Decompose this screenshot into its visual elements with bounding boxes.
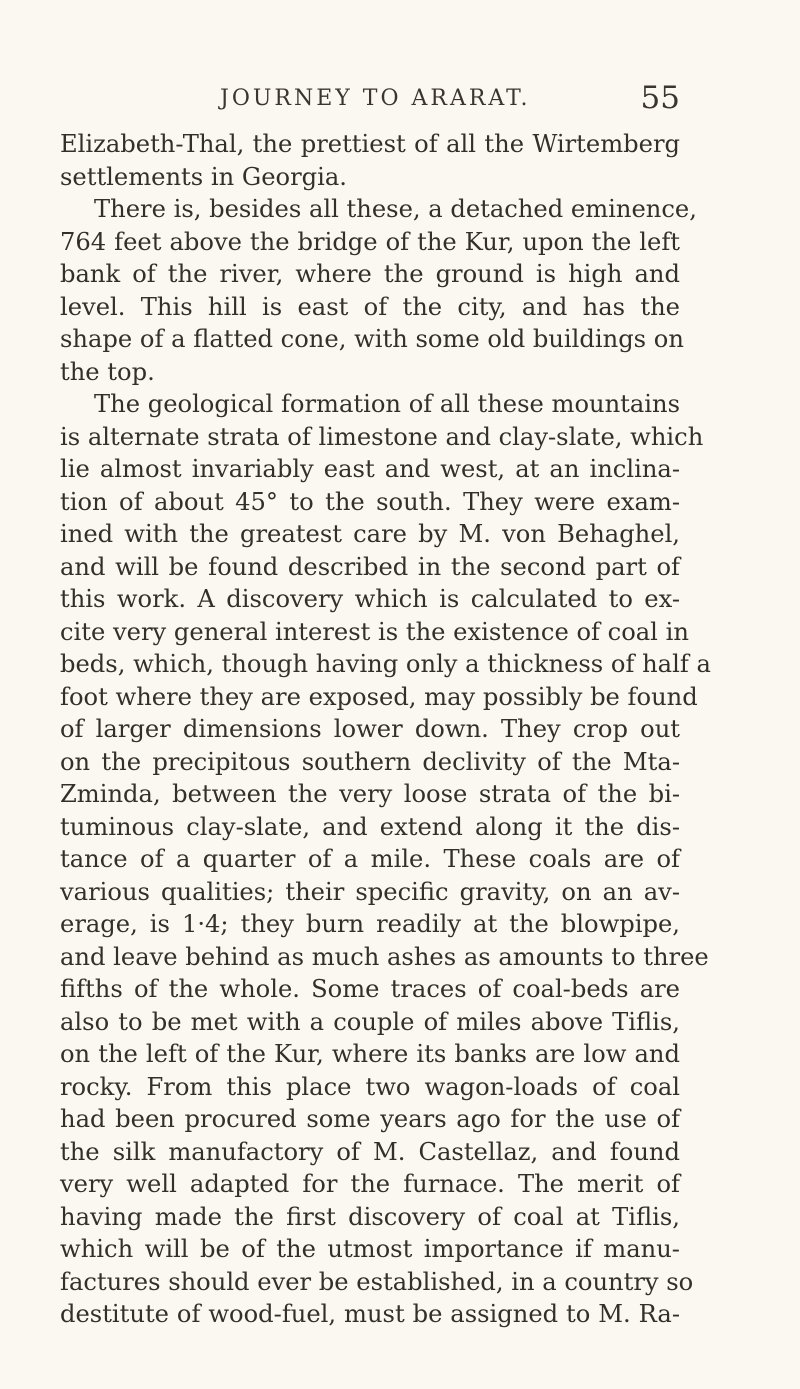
text-line: Zminda, between the very loose strata of the bi- — [60, 780, 680, 808]
text-line: tance of a quarter of a mile. These coals are of — [60, 845, 680, 873]
page-number: 55 — [640, 80, 680, 116]
text-line: 764 feet above the bridge of the Kur, upon the left — [60, 227, 680, 256]
text-line: the silk manufactory of M. Castellaz, and found — [60, 1137, 680, 1166]
text-line: having made the first discovery of coal at Tiflis, — [60, 1202, 680, 1231]
text-line: also to be met with a couple of miles above Tiflis, — [60, 1007, 680, 1036]
text-line: tuminous clay-slate, and extend along it the dis- — [60, 812, 680, 841]
text-line: tion of about 45° to the south. They were exam- — [60, 487, 680, 516]
text-line: and leave behind as much ashes as amounts to three — [60, 942, 709, 971]
text-line: destitute of wood-fuel, must be assigned to M. Ra- — [60, 1300, 680, 1328]
text-line: bank of the river, where the ground is high and — [60, 260, 680, 288]
text-line: settlements in Georgia. — [60, 162, 347, 191]
running-head — [60, 80, 680, 122]
body-text — [60, 128, 711, 1331]
text-line: Elizabeth-Thal, the prettiest of all the Wirtemberg — [60, 130, 680, 158]
text-line: cite very general interest is the existence of coal in — [60, 617, 689, 646]
text-line: The geological formation of all these mountains — [94, 390, 681, 418]
text-line: rocky. From this place two wagon-loads of coal — [60, 1072, 680, 1101]
text-line: the top. — [60, 357, 155, 386]
text-line: beds, which, though having only a thickness of half a — [60, 650, 711, 678]
text-line: foot where they are exposed, may possibly be found — [60, 682, 698, 711]
text-line: lie almost invariably east and west, at an inclina- — [60, 455, 680, 483]
text-line: is alternate strata of limestone and clay-slate, which — [60, 422, 704, 451]
text-line: very well adapted for the furnace. The merit of — [60, 1170, 680, 1198]
text-line: erage, is 1·4; they burn readily at the blowpipe, — [60, 910, 680, 938]
text-line: ined with the greatest care by M. von Behaghel, — [60, 520, 680, 548]
text-line: which will be of the utmost importance if manu- — [60, 1235, 680, 1263]
running-title: JOURNEY TO ARARAT. — [220, 86, 531, 111]
text-line: fifths of the whole. Some traces of coal-beds are — [60, 975, 680, 1003]
text-line: on the left of the Kur, where its banks are low and — [60, 1040, 680, 1068]
text-line: had been procured some years ago for the use of — [60, 1105, 680, 1133]
text-line: factures should ever be established, in a country so — [60, 1267, 694, 1296]
text-line: shape of a flatted cone, with some old buildings on — [60, 325, 684, 353]
text-line: on the precipitous southern declivity of the Mta- — [60, 747, 680, 776]
text-line: level. This hill is east of the city, and has the — [60, 292, 680, 321]
text-line: this work. A discovery which is calculated to ex- — [60, 585, 680, 613]
text-line: There is, besides all these, a detached eminence, — [94, 195, 697, 223]
text-line: and will be found described in the second part of — [60, 552, 680, 581]
text-line: various qualities; their specific gravity, on an av- — [60, 877, 680, 906]
text-line: of larger dimensions lower down. They crop out — [60, 715, 680, 743]
